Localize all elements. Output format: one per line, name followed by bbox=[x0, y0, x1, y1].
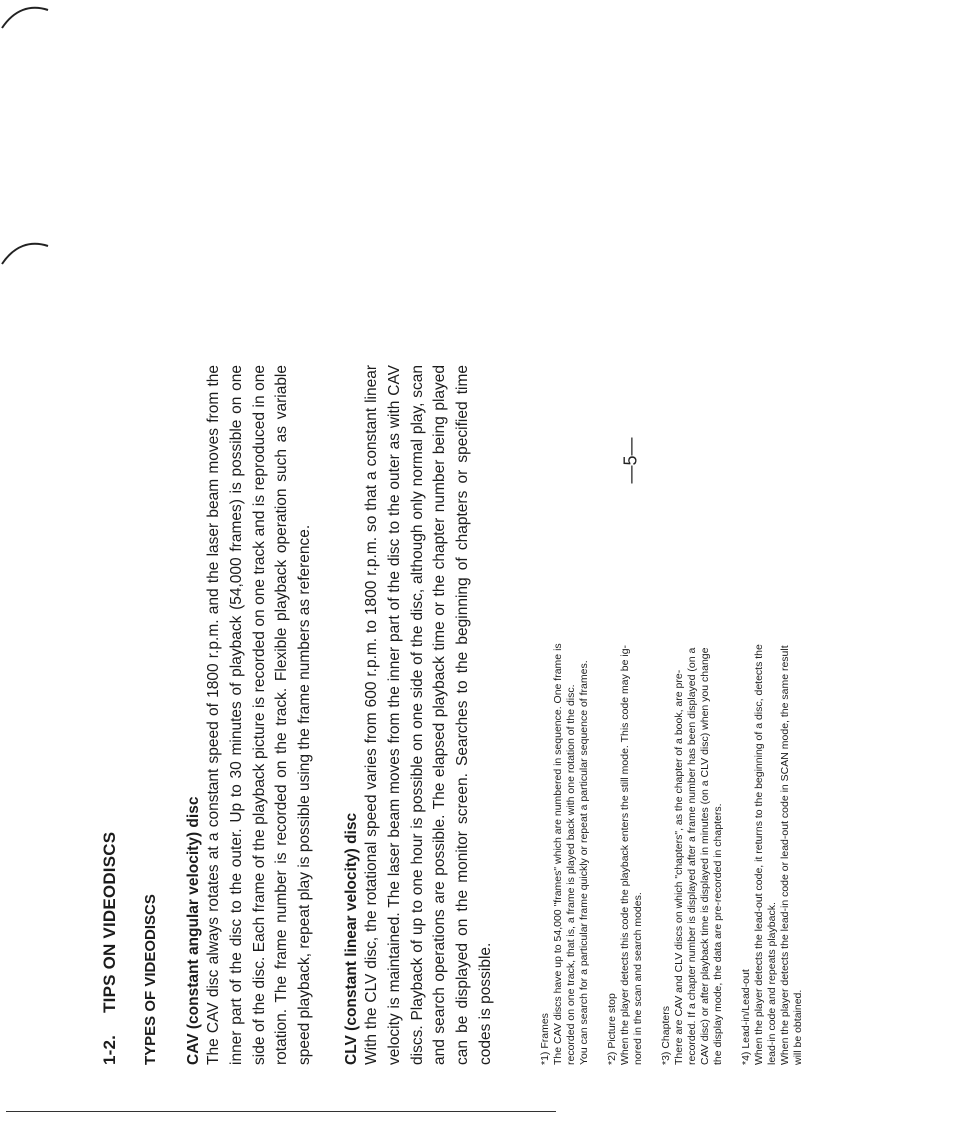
footnote-line: There are CAV and CLV discs on which "chapters", as the chapter of a book, are pre- bbox=[672, 669, 685, 1065]
footnote-line: When the player detects the lead-in code or lead-out code in SCAN mode, the same result bbox=[778, 645, 791, 1065]
footnote-lead-in-out bbox=[739, 365, 805, 1065]
cav-body: The CAV disc always rotates at a constant speed of 1800 r.p.m. and the laser beam moves from the inner part of the disc to the outer. Up to 30 minutes of playback (54,000 frames) is possible on one side of the disc. Each frame of the playback picture is recorded on one track and is reproduced in one rotation. The frame number is recorded on the track. Flexible playback operation such as variable speed playback, repeat play is possible using the frame numbers as reference. bbox=[205, 365, 314, 1065]
footnote-line: When the player detects this code the playback enters the still mode. This code may be ig- bbox=[618, 644, 631, 1065]
bottom-rule bbox=[6, 1111, 556, 1112]
footnote-chapters bbox=[659, 365, 725, 1065]
cav-title: CAV (constant angular velocity) disc bbox=[185, 796, 202, 1065]
footnote-title: *1) Frames bbox=[538, 1013, 551, 1065]
footnotes bbox=[538, 365, 805, 1065]
footnote-line: You can search for a particular frame quickly or repeat a particular sequence of frames. bbox=[577, 660, 590, 1065]
section-title: TIPS ON VIDEODISCS bbox=[100, 831, 119, 1013]
footnote-line: When the player detects the lead-out code, it returns to the beginning of a disc, detects the bbox=[752, 644, 765, 1065]
footnote-line: will be obtained. bbox=[791, 989, 804, 1065]
footnote-line: the display mode, the data are pre-recorded in chapters. bbox=[711, 803, 724, 1065]
content-column bbox=[100, 365, 819, 1065]
footnote-line: lead-in code and repeats playback. bbox=[765, 902, 778, 1065]
footnote-line: The CAV discs have up to 54,000 "frames" which are numbered in sequence. One frame is bbox=[551, 643, 564, 1065]
page-number: —5— bbox=[620, 437, 641, 484]
section-subtitle: TYPES OF VIDEODISCS bbox=[142, 894, 159, 1065]
footnote-line: recorded on one track, that is, a frame is played back with one rotation of the disc. bbox=[564, 684, 577, 1065]
footnote-line: recorded. If a chapter number is displayed after a frame number has been displayed (on a bbox=[685, 647, 698, 1065]
section-heading bbox=[100, 365, 120, 1065]
footnote-title: *4) Lead-in/Lead-out bbox=[739, 969, 752, 1065]
clv-title: CLV (constant linear velocity) disc bbox=[342, 812, 360, 1065]
footnote-title: *2) Picture stop bbox=[605, 993, 618, 1065]
footnote-line: CAV disc) or after playback time is displayed in minutes (on a CLV disc) when you change bbox=[698, 647, 711, 1065]
footnote-title: *3) Chapters bbox=[659, 1006, 672, 1065]
binding-mark-top bbox=[0, 0, 60, 40]
footnote-line: nored in the scan and search modes. bbox=[631, 892, 644, 1065]
section-number: 1-2. bbox=[100, 1034, 119, 1065]
clv-body: With the CLV disc, the rotational speed varies from 600 r.p.m. to 1800 r.p.m. so that a constant linear velocity is maintained. The laser beam moves from the inner part of the disc to the outer as with CAV discs. Playback of up to one hour is possible on one side of the disc, although only normal play, scan and search operations are possible. The elapsed playback time or the chapter number being played can be displayed on the monitor screen. Searches to the beginning of chapters or specified time codes is possible. bbox=[362, 365, 494, 1065]
binding-mark-middle bbox=[0, 236, 60, 276]
rotated-content bbox=[100, 365, 960, 1065]
footnote-frames bbox=[538, 365, 591, 1065]
